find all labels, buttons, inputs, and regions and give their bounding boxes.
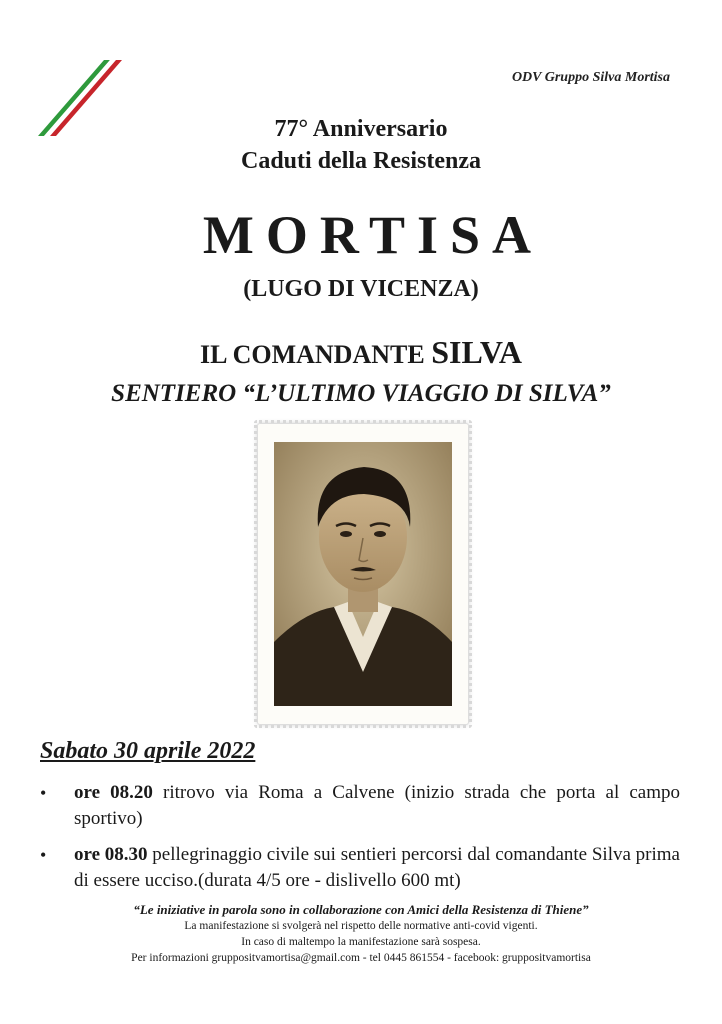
event-time: ore 08.20 (74, 782, 153, 803)
bullet-icon: • (40, 783, 47, 803)
contact-info: Per informazioni gruppositvamortisa@gmail.com - tel 0445 861554 - facebook: gruppositvamortisa (131, 952, 591, 964)
event-description: pellegrinaggio civile sui sentieri percorsi dal comandante Silva prima di essere ucciso.(durata 4/5 ore - dislivello 600 mt) (74, 844, 680, 891)
event-date: Sabato 30 aprile 2022 (40, 738, 256, 764)
location-subtitle: (LUGO DI VICENZA) (243, 276, 479, 302)
list-item (40, 780, 680, 832)
bullet-icon: • (40, 845, 47, 865)
anniversary-line-2: Caduti della Resistenza (241, 148, 481, 174)
commander-heading (0, 334, 722, 371)
page-title: MORTISA (202, 205, 544, 265)
portrait-photo-frame (258, 424, 468, 724)
list-item (40, 842, 680, 894)
portrait-photo (274, 442, 452, 706)
collaboration-quote: “Le iniziative in parola sono in collaborazione con Amici della Resistenza di Thiene” (133, 902, 589, 917)
organization-name: ODV Gruppo Silva Mortisa (511, 70, 670, 85)
commander-prefix: IL COMANDANTE (200, 340, 432, 369)
commander-name: SILVA (431, 334, 522, 370)
anniversary-line-1: 77° Anniversario (274, 116, 448, 142)
anniversary-heading (0, 113, 722, 177)
event-description: ritrovo via Roma a Calvene (inizio strada che porta al campo sportivo) (74, 782, 680, 829)
trail-title: SENTIERO “L’ULTIMO VIAGGIO DI SILVA” (111, 380, 611, 407)
event-time: ore 08.30 (74, 844, 148, 865)
covid-notice: La manifestazione si svolgerà nel rispetto delle normative anti-covid vigenti. (184, 920, 538, 932)
event-schedule-list (40, 780, 680, 904)
weather-notice: In caso di maltempo la manifestazione sarà sospesa. (241, 936, 481, 948)
